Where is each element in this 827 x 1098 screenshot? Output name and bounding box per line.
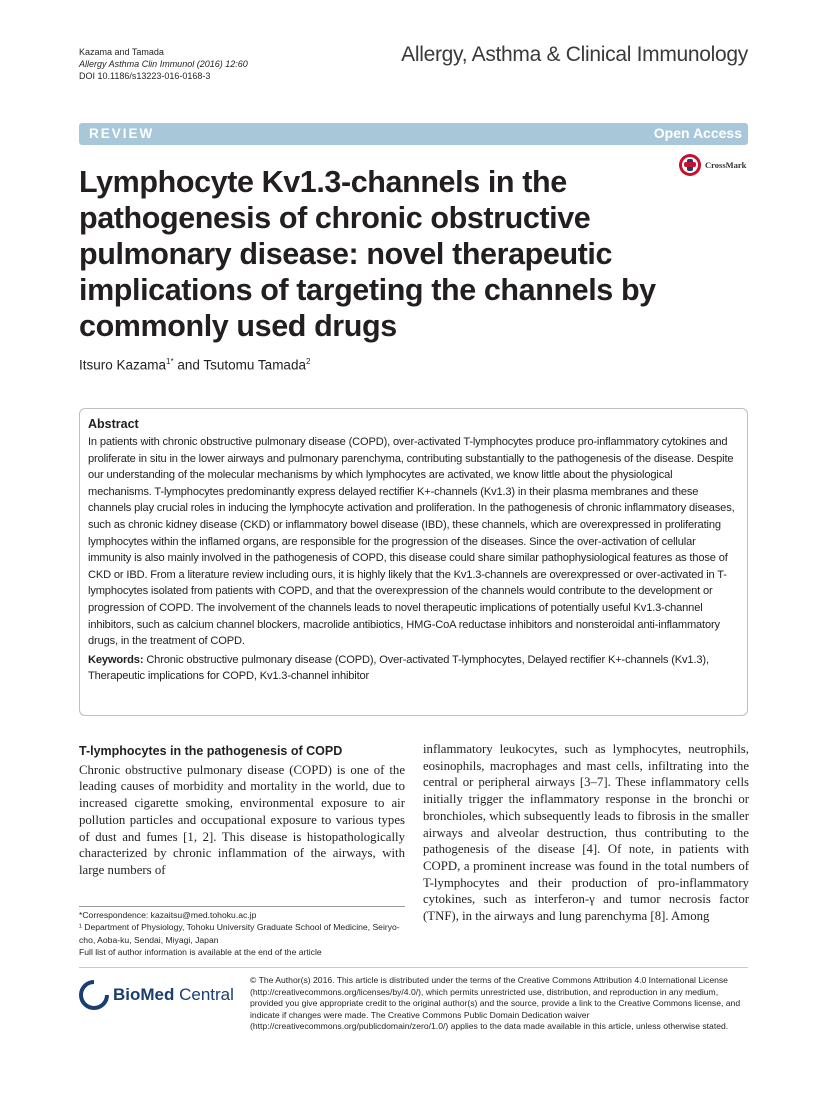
abstract-box	[79, 408, 748, 716]
body-column-left	[79, 743, 405, 879]
publisher-name-bold: BioMed	[113, 985, 175, 1004]
publisher-logo[interactable]	[79, 980, 234, 1010]
author-name[interactable]: Tsutomu Tamada	[203, 357, 306, 373]
header-citation: Allergy Asthma Clin Immunol (2016) 12:60	[79, 59, 248, 69]
biomed-central-icon	[79, 980, 109, 1010]
author-info-note: Full list of author information is available at the end of the article	[79, 947, 322, 958]
author-affiliation-mark: 1*	[166, 357, 174, 366]
author-list	[79, 357, 310, 373]
section-heading: T-lymphocytes in the pathogenesis of COPD	[79, 744, 343, 758]
keywords-list: Chronic obstructive pulmonary disease (COPD), Over-activated T-lymphocytes, Delayed rectifier K+-channels (Kv1.3), Therapeutic implications for COPD, Kv1.3-channel inhibitor	[88, 653, 709, 683]
crossmark-label: CrossMark	[705, 160, 747, 170]
article-type-label: REVIEW	[89, 126, 155, 141]
open-access-label[interactable]: Open Access	[653, 125, 742, 141]
author-name[interactable]: Itsuro Kazama	[79, 357, 167, 373]
abstract-heading: Abstract	[88, 417, 139, 431]
header-authors: Kazama and Tamada	[79, 47, 164, 57]
footnote	[79, 909, 405, 959]
body-column-right	[423, 741, 749, 925]
article-type-banner	[79, 123, 748, 145]
author-connector: and	[173, 357, 204, 373]
footnote-divider	[79, 906, 405, 907]
affiliation: ¹ Department of Physiology, Tohoku University Graduate School of Medicine, Seiryo-cho, Aoba-ku, Sendai, Miyagi, Japan	[79, 922, 400, 945]
author-affiliation-mark: 2	[305, 357, 311, 366]
running-header	[79, 46, 248, 82]
journal-name: Allergy, Asthma & Clinical Immunology	[401, 43, 748, 66]
article-title: Lymphocyte Kv1.3-channels in the pathogenesis of chronic obstructive pulmonary disease: novel therapeutic implications of targeting the channels by commonly used drugs	[79, 165, 656, 343]
correspondence[interactable]: *Correspondence: kazaitsu@med.tohoku.ac.jp	[79, 910, 257, 920]
body-paragraph: inflammatory leukocytes, such as lymphocytes, neutrophils, eosinophils, macrophages and mast cells, infiltrating into the central or peripheral airways [3–7]. These inflammatory cells initially trigger the inflammatory response in the bronchi or bronchioles, which subsequently leads to fibrosis in the smaller airways and alveolar destruction, thus contributing to the pathogenesis of the disease [4]. Of note, in patients with COPD, a prominent increase was found in the total numbers of T-lymphocytes and their production of pro-inflammatory cytokines, such as interferon-γ and tumor necrosis factor (TNF), in the airways and lung parenchyma [8]. Among	[423, 742, 749, 924]
footer-divider	[79, 967, 748, 968]
header-doi: DOI 10.1186/s13223-016-0168-3	[79, 71, 211, 81]
keywords-label: Keywords:	[88, 653, 144, 666]
body-paragraph: Chronic obstructive pulmonary disease (COPD) is one of the leading causes of morbidity and mortality in the world, due to increased cigarette smoking, environmental exposure to air pollution particles and occupational exposure to various types of dust and fumes [1, 2]. This disease is histopathologically characterized by chronic inflammation of the airways, with large numbers of	[79, 762, 405, 877]
keywords	[88, 652, 739, 685]
publisher-name-rest: Central	[174, 985, 234, 1004]
abstract-body: In patients with chronic obstructive pulmonary disease (COPD), over-activated T-lymphocytes produce pro-inflammatory cytokines and proliferate in situ in the lower airways and pulmonary parenchyma, contributing substantially to the pathogenesis of the disease. Despite our understanding of the molecular mechanisms by which lymphocytes are activated, we know little about the physiological mechanisms. T-lymphocytes predominantly express delayed rectifier K+-channels (Kv1.3) in their plasma membranes and these channels play crucial roles in inducing the lymphocyte activation and proliferation. In the pathogenesis of chronic inflammatory diseases, such as chronic kidney disease (CKD) or inflammatory bowel disease (IBD), these channels, which are overexpressed in proliferating lymphocytes within the inflamed organs, are responsible for the progression of the diseases. Since the over-activation of cellular immunity is also mainly involved in the pathogenesis of COPD, this disease could share similar pathophysiological features as those of CKD or IBD. From a literature review including ours, it is highly likely that the Kv1.3-channels are overexpressed or over-activated in T-lymphocytes isolated from patients with COPD, and that the overexpression of the channels would contribute to the development or progression of COPD. The involvement of the channels leads to novel therapeutic implications of potentially useful Kv1.3-channel inhibitors, such as calcium channel blockers, macrolide antibiotics, HMG-CoA reductase inhibitors and nonsteroidal anti-inflammatory drugs, in the treatment of COPD.	[88, 436, 735, 648]
license-text: © The Author(s) 2016. This article is distributed under the terms of the Creative Commons Attribution 4.0 International License (http://creativecommons.org/licenses/by/4.0/), which permits unrestricted use, distribution, and reproduction in any medium, provided you give appropriate credit to the original author(s) and the source, provide a link to the Creative Commons license, and indicate if changes were made. The Creative Commons Public Domain Dedication waiver (http://creativecommons.org/publicdomain/zero/1.0/) applies to the data made available in this article, unless otherwise stated.	[250, 975, 741, 1031]
